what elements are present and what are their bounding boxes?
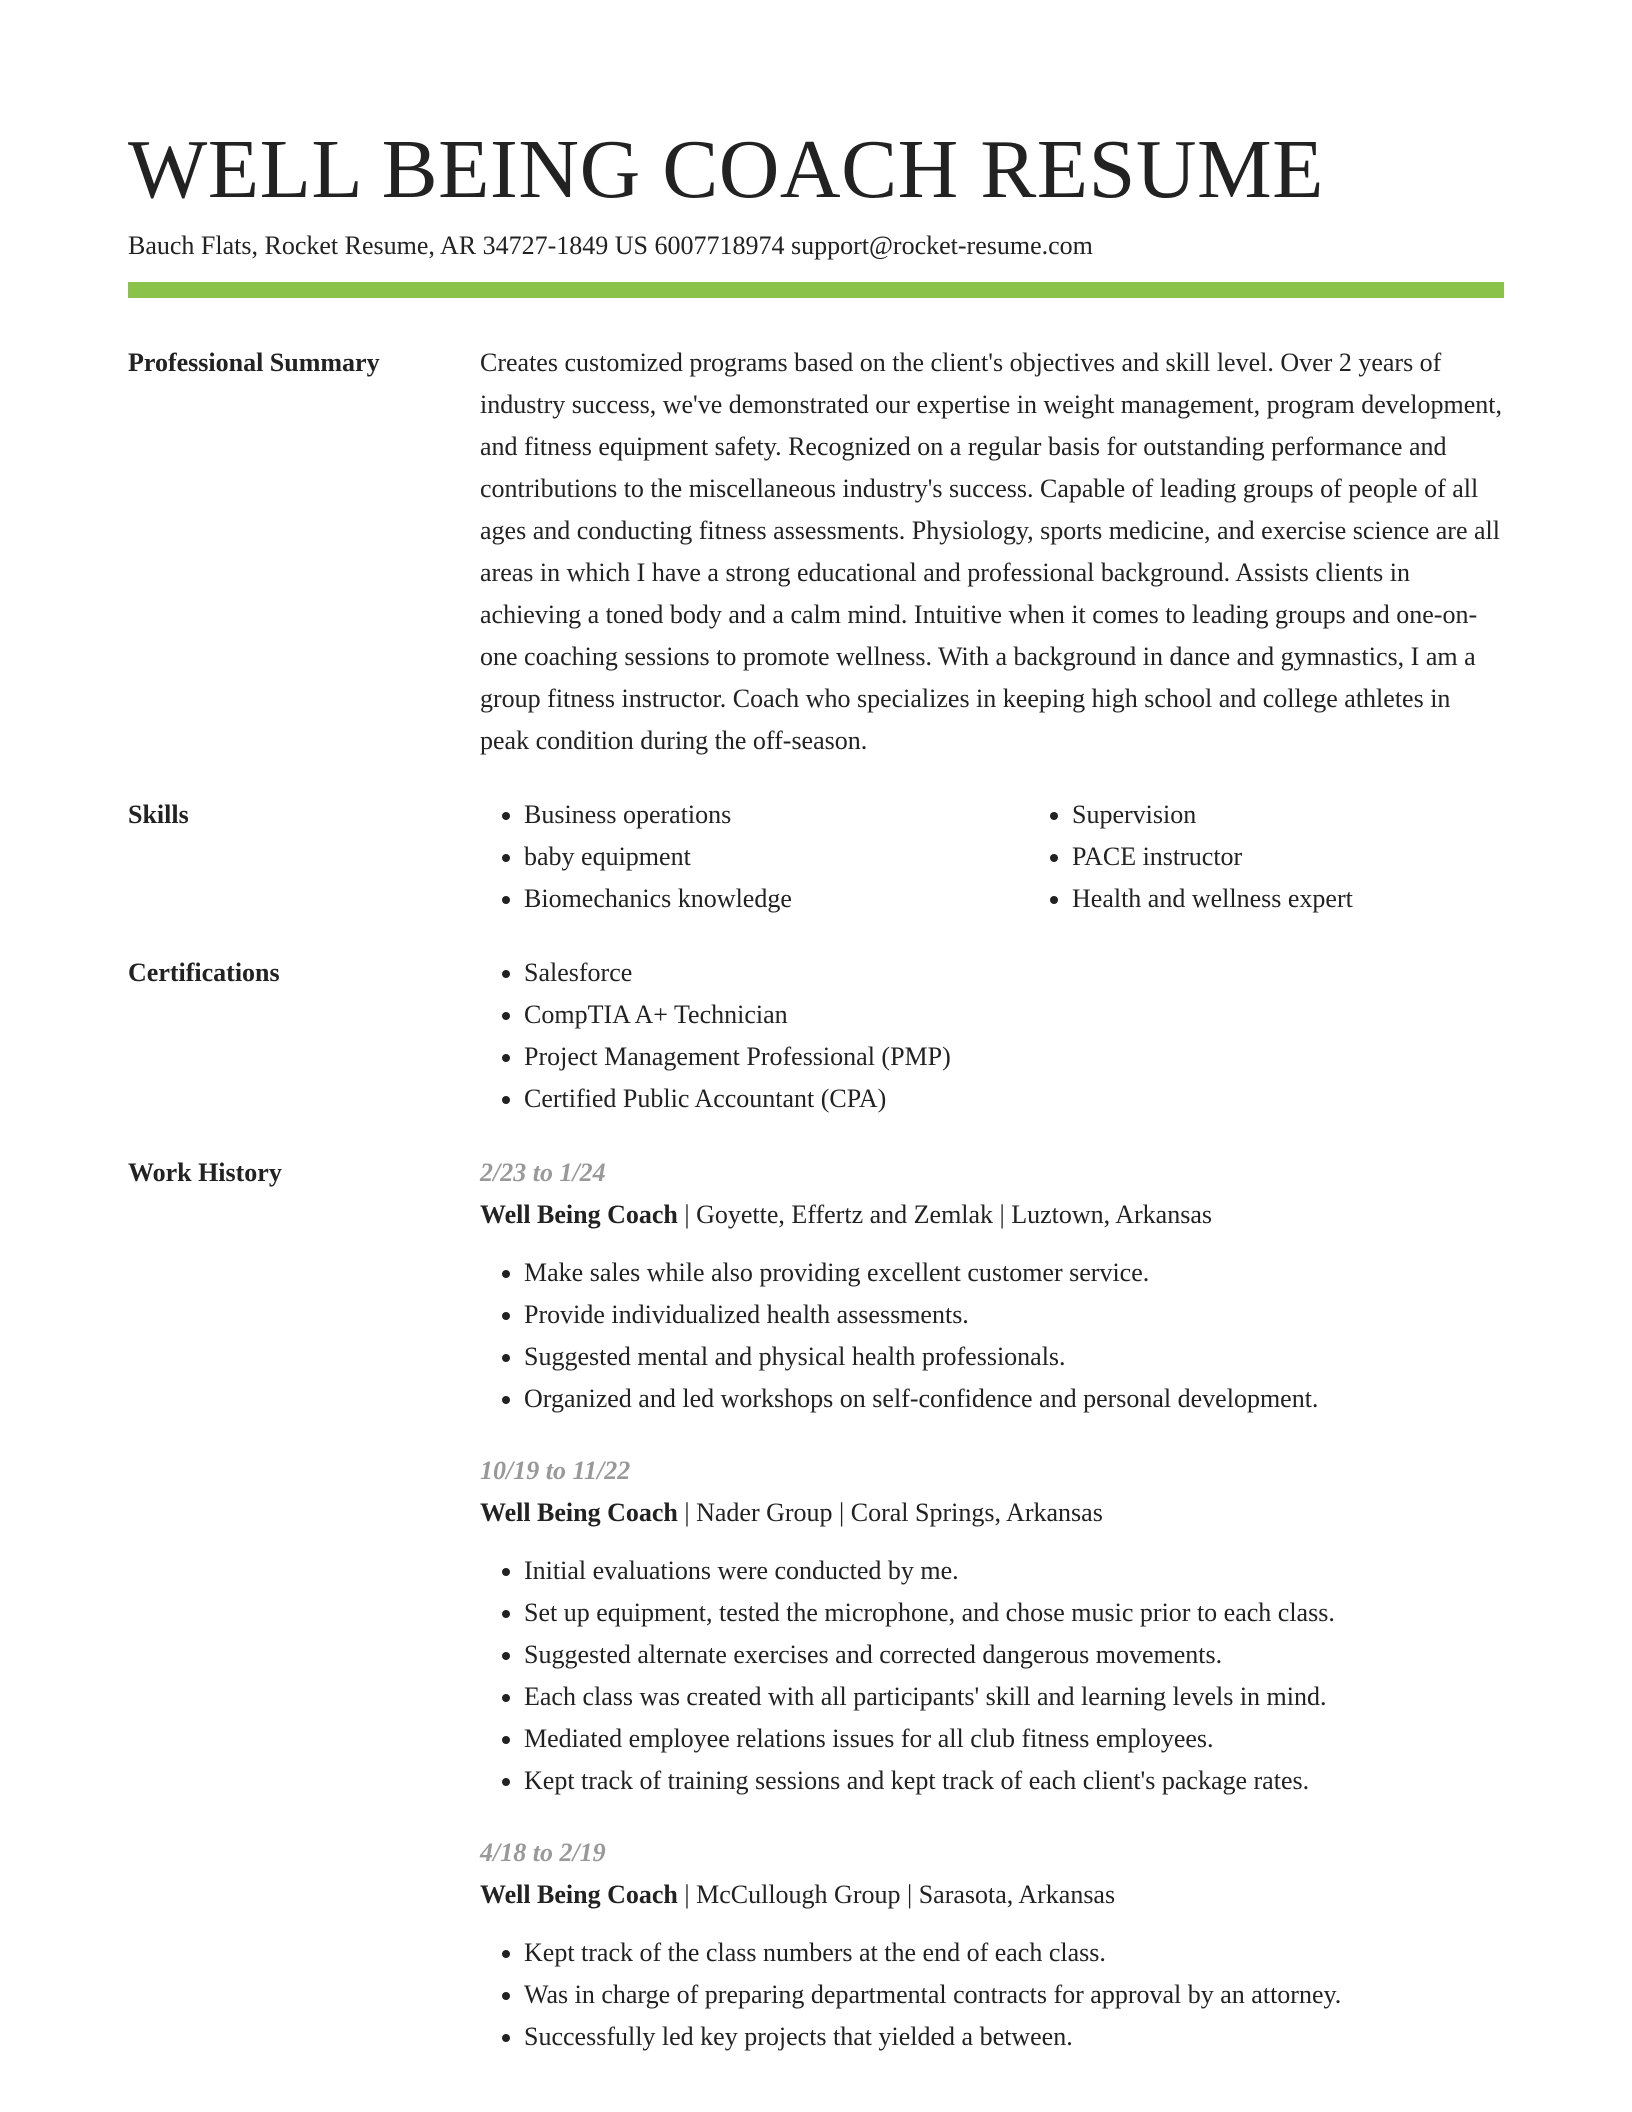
- resume-page: [128, 120, 1504, 2088]
- job-bullet: • Was in charge of preparing departmental contracts for approval by an attorney.: [524, 1974, 1504, 2016]
- job-bullet: • Make sales while also providing excellent customer service.: [524, 1252, 1504, 1294]
- work-history-list: [480, 1152, 1504, 2088]
- certifications-section: [128, 952, 1504, 1120]
- job-dates: 10/19 to 11/22: [480, 1456, 631, 1485]
- section-label: Work History: [128, 1158, 282, 1187]
- job-heading: [480, 1194, 1504, 1236]
- skills-section: [128, 794, 1504, 920]
- accent-divider: [128, 282, 1504, 298]
- job-bullet: • Mediated employee relations issues for all club fitness employees.: [524, 1718, 1504, 1760]
- skill-item: • PACE instructor: [1072, 836, 1504, 878]
- job-dates: 4/18 to 2/19: [480, 1838, 606, 1867]
- job-bullet: • Initial evaluations were conducted by me.: [524, 1550, 1504, 1592]
- certification-item: • CompTIA A+ Technician: [524, 994, 1504, 1036]
- skill-item: • Health and wellness expert: [1072, 878, 1504, 920]
- resume-title: WELL BEING COACH RESUME: [128, 123, 1324, 216]
- skill-item: • baby equipment: [524, 836, 1028, 878]
- job-heading: [480, 1874, 1504, 1916]
- job-title: Well Being Coach: [480, 1498, 678, 1527]
- job-bullet: • Kept track of the class numbers at the end of each class.: [524, 1932, 1504, 1974]
- job-bullets: [480, 1932, 1504, 2058]
- job-entry: [480, 1450, 1504, 1802]
- certifications-list-wrap: [480, 952, 1504, 1120]
- job-title: Well Being Coach: [480, 1880, 678, 1909]
- job-entry: [480, 1832, 1504, 2058]
- section-label: Professional Summary: [128, 348, 380, 377]
- section-label: Skills: [128, 800, 189, 829]
- job-bullet: • Set up equipment, tested the microphone, and chose music prior to each class.: [524, 1592, 1504, 1634]
- certifications-list: [480, 952, 1504, 1120]
- work-history-section: [128, 1152, 1504, 2088]
- job-title: Well Being Coach: [480, 1200, 678, 1229]
- job-bullet: • Kept track of training sessions and kept track of each client's package rates.: [524, 1760, 1504, 1802]
- skills-grid: [480, 794, 1504, 920]
- skill-item: • Business operations: [524, 794, 1028, 836]
- professional-summary-section: [128, 342, 1504, 762]
- job-bullet: • Organized and led workshops on self-confidence and personal development.: [524, 1378, 1504, 1420]
- skills-column: [480, 794, 1028, 920]
- job-details: | Goyette, Effertz and Zemlak | Luztown, Arkansas: [677, 1200, 1212, 1229]
- job-details: | Nader Group | Coral Springs, Arkansas: [677, 1498, 1103, 1527]
- contact-info: Bauch Flats, Rocket Resume, AR 34727-1849 US 6007718974 support@rocket-resume.com: [128, 231, 1093, 260]
- skill-item: • Supervision: [1072, 794, 1504, 836]
- job-details: | McCullough Group | Sarasota, Arkansas: [677, 1880, 1116, 1909]
- certification-item: • Salesforce: [524, 952, 1504, 994]
- job-bullets: [480, 1252, 1504, 1420]
- job-bullet: • Provide individualized health assessments.: [524, 1294, 1504, 1336]
- job-bullet: • Suggested alternate exercises and corrected dangerous movements.: [524, 1634, 1504, 1676]
- section-label: Certifications: [128, 958, 280, 987]
- job-bullets: [480, 1550, 1504, 1802]
- certification-item: • Project Management Professional (PMP): [524, 1036, 1504, 1078]
- job-bullet: • Successfully led key projects that yielded a between.: [524, 2016, 1504, 2058]
- summary-text: Creates customized programs based on the client's objectives and skill level. Over 2 years of industry success, we've demonstrated our expertise in weight management, program development, and fitness equipment safety. Recognized on a regular basis for outstanding performance and contributions to the miscellaneous industry's success. Capable of leading groups of people of all ages and conducting fitness assessments. Physiology, sports medicine, and exercise science are all areas in which I have a strong educational and professional background. Assists clients in achieving a toned body and a calm mind. Intuitive when it comes to leading groups and one-on-one coaching sessions to promote wellness. With a background in dance and gymnastics, I am a group fitness instructor. Coach who specializes in keeping high school and college athletes in peak condition during the off-season.: [480, 348, 1502, 755]
- job-dates: 2/23 to 1/24: [480, 1158, 606, 1187]
- job-heading: [480, 1492, 1504, 1534]
- skills-column: [1028, 794, 1504, 920]
- job-entry: [480, 1152, 1504, 1420]
- job-bullet: • Suggested mental and physical health professionals.: [524, 1336, 1504, 1378]
- skill-item: • Biomechanics knowledge: [524, 878, 1028, 920]
- certification-item: • Certified Public Accountant (CPA): [524, 1078, 1504, 1120]
- job-bullet: • Each class was created with all participants' skill and learning levels in mind.: [524, 1676, 1504, 1718]
